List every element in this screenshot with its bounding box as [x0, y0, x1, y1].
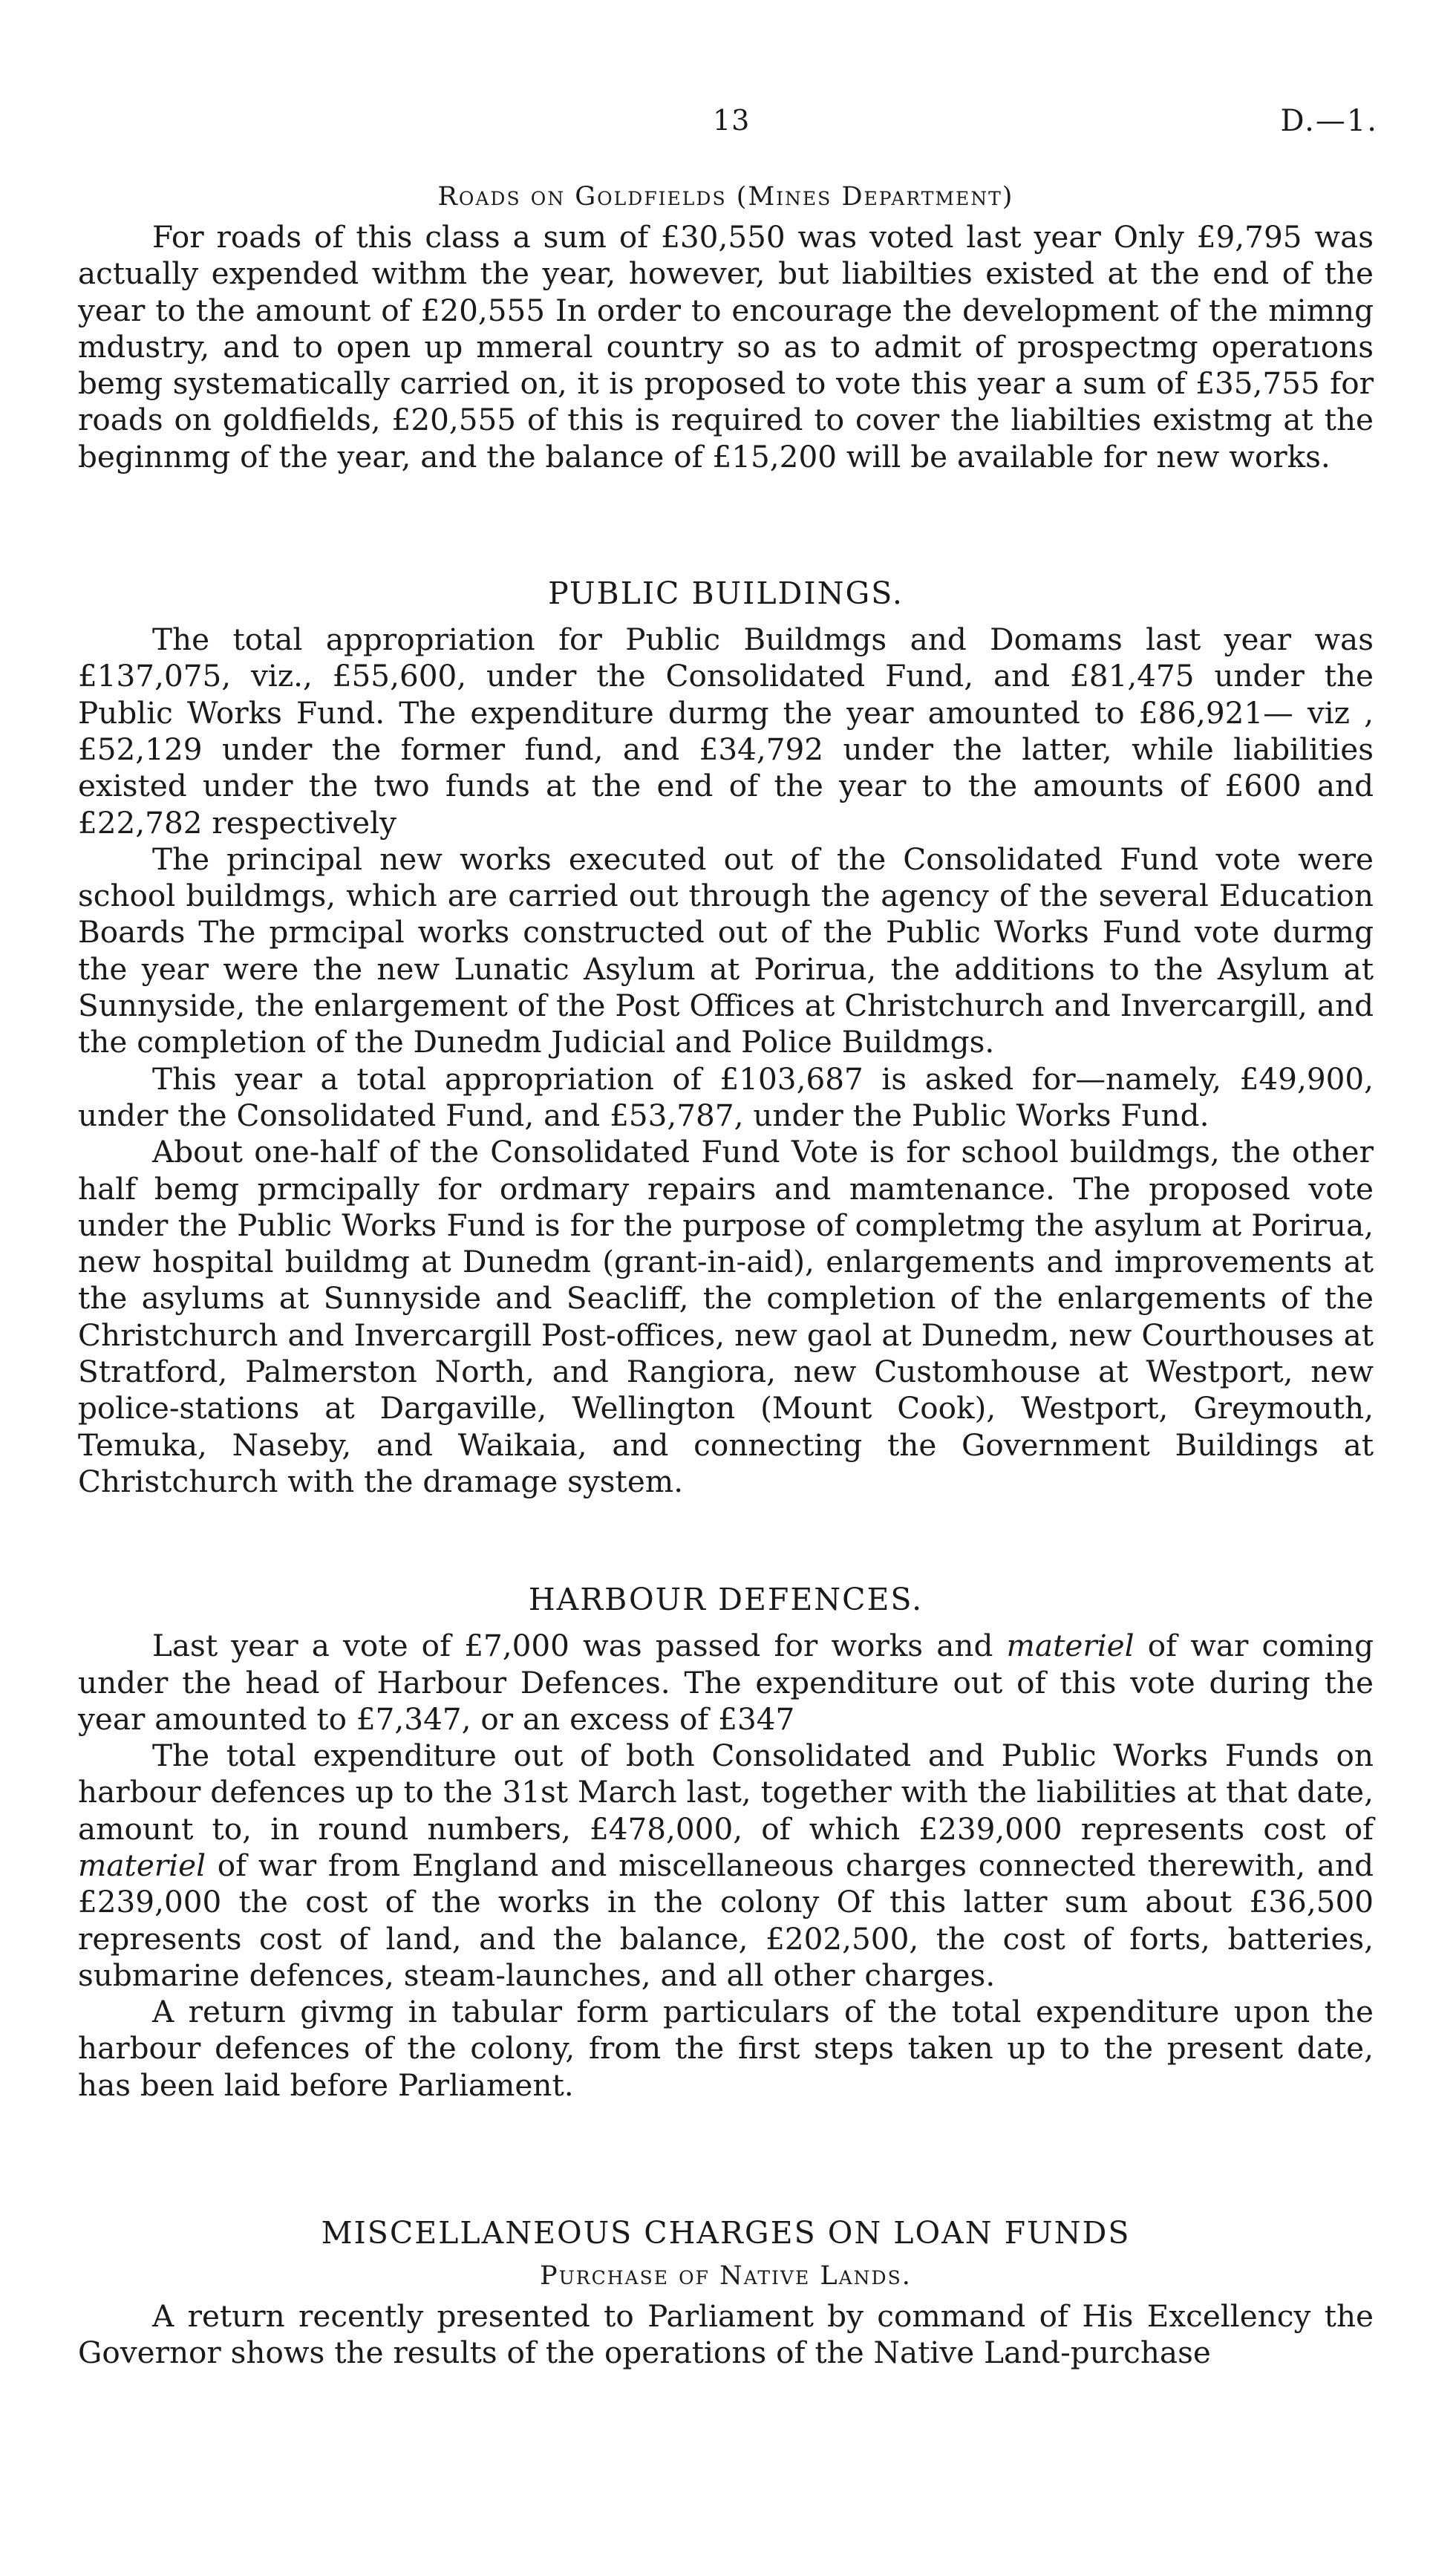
section-public-buildings — [78, 575, 1374, 1500]
section-miscellaneous-charges — [78, 2215, 1374, 2372]
document-reference: D.—1. — [1280, 104, 1378, 138]
text-run: Last year a vote of £7,000 was passed for works and — [152, 1628, 1007, 1664]
section-title: MISCELLANEOUS CHARGES ON LOAN FUNDS — [321, 2215, 1131, 2251]
italic-term: materiel — [1006, 1628, 1135, 1664]
section-title: Roads on Goldfields (Mines Department) — [437, 182, 1014, 212]
paragraph: The principal new works executed out of the Consolidated Fund vote were school buildmgs, which are carried out through the agency of the several Education Boards The prmcipal works constructed out of the Public Works Fund vote durmg the year were the new Lunatic Asylum at Porirua, the additions to the Asylum at Sunnyside, the enlargement of the Post Offices at Christchurch and Invercargill, and the completion of the Dunedm Judicial and Police Buildmgs. — [78, 841, 1374, 1060]
paragraph: This year a total appropriation of £103,687 is asked for—namely, £49,900, under the Consolidated Fund, and £53,787, under the Public Works Fund. — [78, 1060, 1374, 1133]
paragraph: The total appropriation for Public Buildmgs and Domams last year was £137,075, viz., £55,600, under the Consolidated Fund, and £81,475 under the Public Works Fund. The expenditure durmg the year amounted to £86,921— viz , £52,129 under the former fund, and £34,792 under the latter, while liabilities existed under the two funds at the end of the year to the amounts of £600 and £22,782 respectively — [78, 622, 1374, 841]
paragraph: A return givmg in tabular form particulars of the total expenditure upon the harbour defences of the colony, from the first steps taken up to the present date, has been laid before Parliament. — [78, 1994, 1374, 2103]
section-subtitle: Purchase of Native Lands. — [540, 2261, 912, 2292]
italic-term: materiel — [78, 1847, 206, 1883]
paragraph: For roads of this class a sum of £30,550 was voted last year Only £9,795 was actually expended withm the year, however, but liabilties existed at the end of the year to the amount of £20,555 In order to encourage the development of the mimng mdustry, and to open up mmeral country so as to admit of prospectmg operatıons bemg systematically carried on, it is proposed to vote this year a sum of £35,755 for roads on goldfields, £20,555 of this is required to cover the liabilties existmg at the beginnmg of the year, and the balance of £15,200 will be available for new works. — [78, 219, 1374, 474]
section-title: HARBOUR DEFENCES. — [528, 1582, 924, 1618]
text-run: of war coming under the head of Harbour Defences. The expenditure out of this vote during the year amounted to £7,347, or an excess of £347 — [78, 1628, 1374, 1737]
section-roads-on-goldfields — [78, 182, 1374, 475]
paragraph — [78, 1738, 1374, 1994]
page-number: 13 — [713, 104, 751, 137]
text-run: of war from England and miscellaneous charges connected therewith, and £239,000 the cost of the works in the colony Of this latter sum about £36,500 represents cost of land, and the balance, £202,500, the cost of forts, batteries, submarine defences, steam-launches, and all other charges. — [78, 1847, 1374, 1993]
paragraph: About one-half of the Consolidated Fund Vote is for school buildmgs, the other half bemg prmcipally for ordmary repairs and mamtenance. The proposed vote under the Public Works Fund is for the purpose of completmg the asylum at Porirua, new hospital buildmg at Dunedm (grant-in-aid), enlargements and improvements at the asylums at Sunnyside and Seacliff, the completion of the enlargements of the Christchurch and Invercargill Post-offices, new gaol at Dunedm, new Courthouses at Stratford, Palmerston North, and Rangiora, new Customhouse at Westport, new police-stations at Dargaville, Wellington (Mount Cook), Westport, Greymouth, Temuka, Naseby, and Waikaia, and connecting the Government Buildings at Christchurch with the dramage system. — [78, 1134, 1374, 1499]
paragraph — [78, 1628, 1374, 1738]
page-header — [0, 104, 1456, 149]
section-harbour-defences — [78, 1582, 1374, 2104]
text-run: The total expenditure out of both Consolidated and Public Works Funds on harbour defences up to the 31st March last, together with the liabilities at that date, amount to, in round numbers, £478,000, of which £239,000 represents cost of — [78, 1738, 1374, 1847]
section-title: PUBLIC BUILDINGS. — [548, 575, 904, 612]
page-content — [78, 182, 1374, 2372]
paragraph: A return recently presented to Parliament by command of His Excellency the Governor shows the results of the operations of the Native Land-purchase — [78, 2298, 1374, 2371]
